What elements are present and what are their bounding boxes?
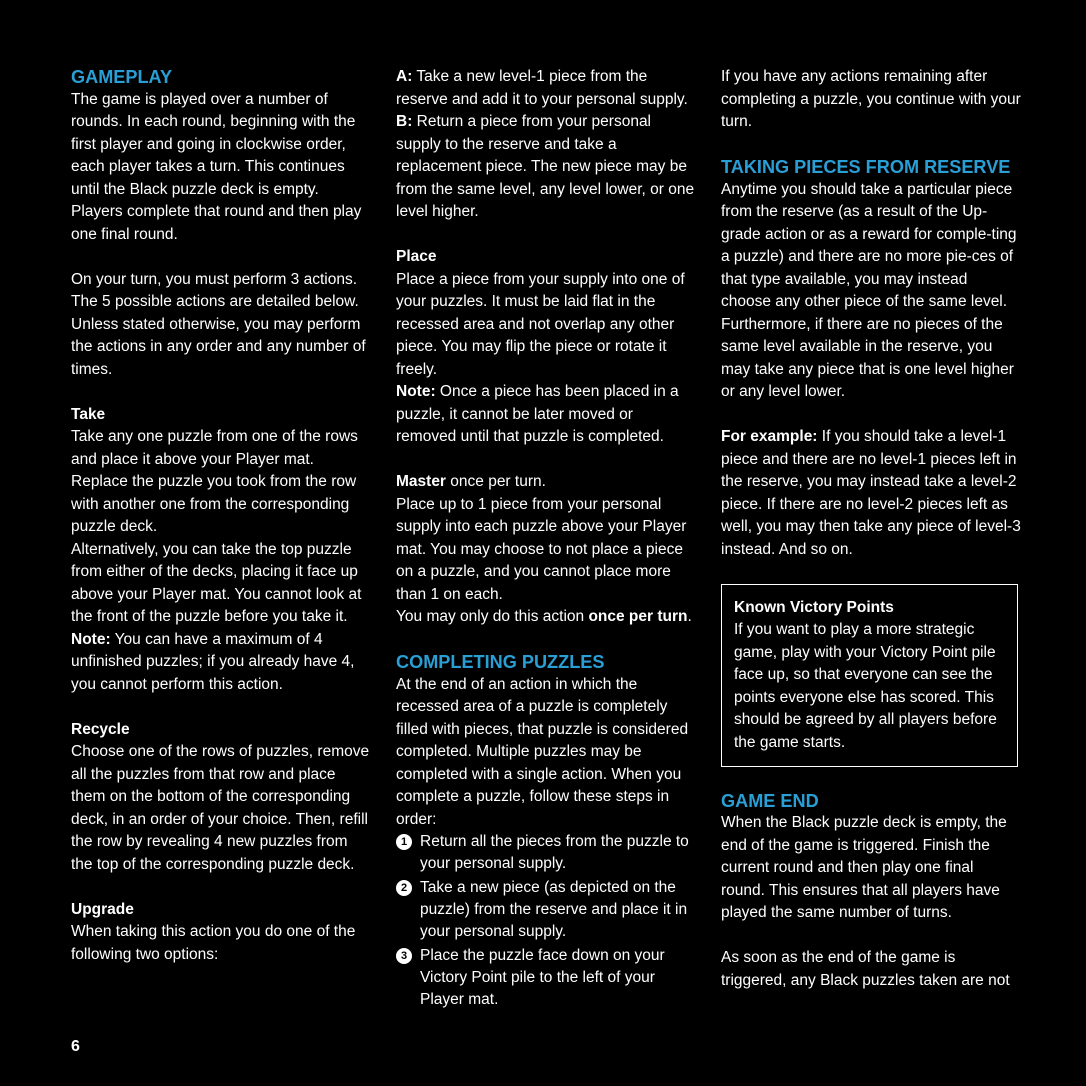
master-paragraph-1: Place up to 1 piece from your personal supply into each puzzle above your Player mat. You may choose to not place a piece on a puzzle, and you cannot place more than 1 on each. — [396, 495, 687, 603]
completion-steps — [396, 831, 696, 1011]
known-victory-points-box — [721, 584, 1018, 768]
example-paragraph — [721, 426, 1021, 561]
option-a-label: A: — [396, 68, 413, 85]
master-p2-end: . — [687, 608, 692, 625]
take-note-label: Note: — [71, 630, 111, 648]
step-text: Take a new piece (as depicted on the puzzle) from the reserve and place it in your personal supply. — [420, 879, 688, 940]
step-text: Place the puzzle face down on your Victory Point pile to the left of your Player mat. — [420, 947, 665, 1008]
place-heading: Place — [396, 248, 437, 265]
take-heading: Take — [71, 405, 106, 423]
step-number-icon: 3 — [396, 948, 412, 964]
box-paragraph: If you want to play a more strategic game, play with your Victory Point pile face up, so that everyone can see the points everyone else has scored. This should be agreed by all players before the game starts. — [734, 621, 997, 751]
remaining-actions-paragraph: If you have any actions remaining after completing a puzzle, you continue with your turn. — [721, 68, 1021, 130]
game-end-paragraph-1: When the Black puzzle deck is empty, the end of the game is triggered. Finish the current round and then play one final round. This ensures that all players have played the same number of turns. — [721, 814, 1007, 921]
option-b-label: B: — [396, 113, 413, 130]
recycle-heading: Recycle — [71, 720, 130, 738]
place-note-label: Note: — [396, 383, 436, 400]
step-text: Return all the pieces from the puzzle to your personal supply. — [420, 833, 689, 872]
master-heading-suffix: once per turn. — [445, 473, 546, 490]
game-end-heading: GAME END — [721, 790, 819, 811]
example-label: For example: — [721, 428, 818, 445]
master-p2-bold: once per turn — [588, 608, 688, 625]
take-note — [71, 629, 371, 697]
option-b-text: Return a piece from your personal supply to the reserve and take a replacement piece. The new piece may be from the same level, any level lower, or one level higher. — [396, 113, 695, 220]
take-paragraph-2: Alternatively, you can take the top puzzle from either of the decks, placing it face up above your Player mat. You cannot look at the front of the puzzle before you take it. — [71, 540, 362, 625]
gameplay-paragraph-2: On your turn, you must perform 3 actions. The 5 possible actions are detailed below. Unless stated otherwise, you may perform the actions in any order and any number of times. — [71, 270, 366, 378]
reserve-heading: TAKING PIECES FROM RESERVE — [721, 157, 1011, 177]
reserve-paragraph: Anytime you should take a particular piece from the reserve (as a result of the Up-grade action or as a reward for comple-ting a puzzle) and there are no more pie-ces of that type available, you may instead choose any other piece of the same level. Furthermore, if there are no pieces of the same level available in the reserve, you may take any piece that is one level higher or any level lower. — [721, 180, 1017, 400]
step-number-icon: 2 — [396, 880, 412, 896]
column-1 — [71, 66, 371, 966]
completing-heading: COMPLETING PUZZLES — [396, 652, 605, 672]
upgrade-option-b — [396, 111, 696, 224]
game-end-paragraph-2: As soon as the end of the game is triggered, any Black puzzles taken are not — [721, 949, 1010, 989]
column-3 — [721, 66, 1021, 992]
upgrade-paragraph: When taking this action you do one of the following two options: — [71, 923, 356, 963]
box-heading: Known Victory Points — [734, 598, 894, 616]
upgrade-heading: Upgrade — [71, 900, 134, 918]
place-note-text: Once a piece has been placed in a puzzle, it cannot be later moved or removed until that puzzle is completed. — [396, 383, 679, 445]
master-paragraph-2 — [396, 606, 696, 629]
master-heading-line — [396, 471, 696, 494]
gameplay-heading: GAMEPLAY — [71, 67, 173, 87]
place-note — [396, 381, 696, 449]
completing-paragraph: At the end of an action in which the recessed area of a puzzle is completely filled with pieces, that puzzle is considered completed. Multiple puzzles may be completed with a single action. When you complete a puzzle, follow these steps in order: — [396, 675, 689, 828]
option-a-text: Take a new level-1 piece from the reserve and add it to your personal supply. — [396, 68, 688, 108]
upgrade-option-a — [396, 66, 696, 111]
gameplay-paragraph-1: The game is played over a number of rounds. In each round, beginning with the first player and going in clockwise order, each player takes a turn. This continues until the Black puzzle deck is empty. Players complete that round and then play one final round. — [71, 90, 362, 243]
recycle-paragraph: Choose one of the rows of puzzles, remove all the puzzles from that row and place them on the bottom of the corresponding deck, in an order of your choice. Then, refill the row by revealing 4 new puzzles from the top of the corresponding puzzle deck. — [71, 743, 370, 873]
step-item — [396, 877, 696, 943]
take-paragraph-1: Take any one puzzle from one of the rows and place it above your Player mat. Replace the puzzle you took from the row with another one from the corresponding puzzle deck. — [71, 428, 358, 535]
column-2 — [396, 66, 696, 1013]
place-paragraph: Place a piece from your supply into one of your puzzles. It must be laid flat in the recessed area and not overlap any other piece. You may flip the piece or rotate it freely. — [396, 270, 685, 378]
master-heading: Master — [396, 473, 446, 490]
master-p2-text: You may only do this action — [396, 608, 589, 625]
take-note-text: You can have a maximum of 4 unfinished puzzles; if you already have 4, you cannot perform this action. — [71, 630, 355, 693]
step-number-icon: 1 — [396, 834, 412, 850]
example-text: If you should take a level-1 piece and there are no level-1 pieces left in the reserve, you may instead take a level-2 piece. If there are no level-2 pieces left as well, you may then take any piece of level-3 instead. And so on. — [721, 428, 1021, 558]
page-number: 6 — [71, 1038, 80, 1055]
step-item — [396, 831, 696, 875]
step-item — [396, 945, 696, 1011]
